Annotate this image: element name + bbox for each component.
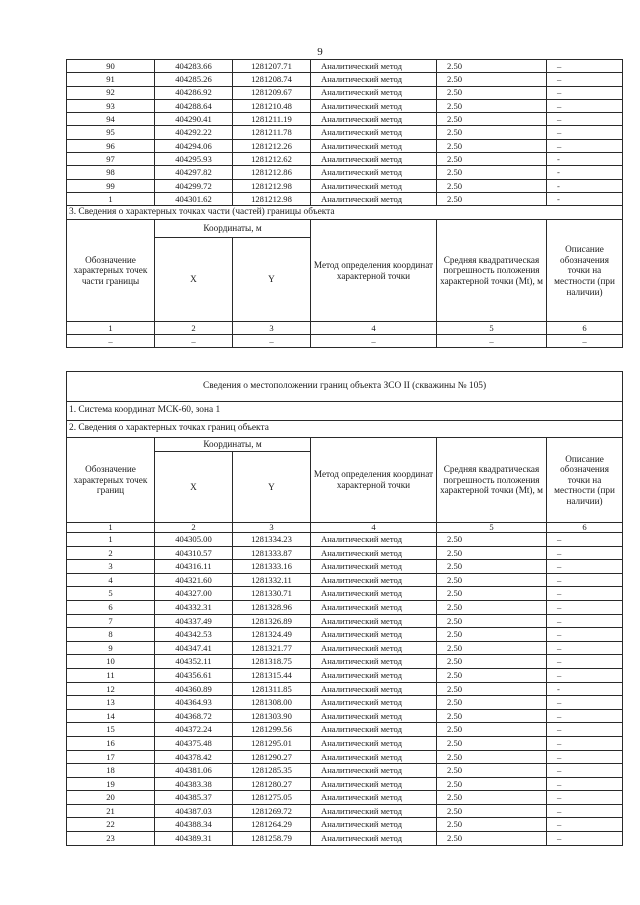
col-number: 3 <box>233 322 311 335</box>
table-row <box>67 600 623 614</box>
accuracy: 2.50 <box>437 587 547 601</box>
accuracy: 2.50 <box>437 99 547 112</box>
section2-title: 2. Сведения о характерных точках границ объекта <box>67 421 623 438</box>
empty-cell: – <box>67 335 155 348</box>
table-row <box>67 682 623 696</box>
coord-y: 1281258.79 <box>233 832 311 846</box>
accuracy: 2.50 <box>437 60 547 73</box>
coord-y: 1281280.27 <box>233 777 311 791</box>
coord-x: 404368.72 <box>155 709 233 723</box>
method: Аналитический метод <box>311 533 437 547</box>
header-coords: Координаты, м <box>155 438 311 452</box>
coord-x: 404352.11 <box>155 655 233 669</box>
coord-x: 404342.53 <box>155 628 233 642</box>
coord-y: 1281299.56 <box>233 723 311 737</box>
header-point-label: Обозначение характерных точек части границы <box>67 220 155 322</box>
section3-title: 3. Сведения о характерных точках части (частей) границы объекта <box>67 206 623 220</box>
col-number: 1 <box>67 322 155 335</box>
empty-cell: – <box>233 335 311 348</box>
method: Аналитический метод <box>311 86 437 99</box>
col-number: 5 <box>437 322 547 335</box>
method: Аналитический метод <box>311 709 437 723</box>
point-id: 17 <box>67 750 155 764</box>
coord-x: 404360.89 <box>155 682 233 696</box>
method: Аналитический метод <box>311 764 437 778</box>
accuracy: 2.50 <box>437 764 547 778</box>
col-number: 2 <box>155 322 233 335</box>
coord-x: 404316.11 <box>155 560 233 574</box>
coord-x: 404321.60 <box>155 573 233 587</box>
accuracy: 2.50 <box>437 126 547 139</box>
coord-y: 1281212.98 <box>233 192 311 205</box>
header-point-label: Обозначение характерных точек границ <box>67 438 155 523</box>
point-id: 97 <box>67 153 155 166</box>
empty-cell: – <box>437 335 547 348</box>
coord-y: 1281211.78 <box>233 126 311 139</box>
accuracy: 2.50 <box>437 668 547 682</box>
coord-x: 404285.26 <box>155 73 233 86</box>
coord-y: 1281212.86 <box>233 166 311 179</box>
coord-x: 404332.31 <box>155 600 233 614</box>
description: – <box>547 139 623 152</box>
description: – <box>547 736 623 750</box>
coord-y: 1281333.16 <box>233 560 311 574</box>
coord-x: 404305.00 <box>155 533 233 547</box>
coord-y: 1281209.67 <box>233 86 311 99</box>
zso-header <box>67 372 623 533</box>
method: Аналитический метод <box>311 641 437 655</box>
coord-x: 404299.72 <box>155 179 233 192</box>
description: – <box>547 832 623 846</box>
coord-x: 404388.34 <box>155 818 233 832</box>
accuracy: 2.50 <box>437 750 547 764</box>
method: Аналитический метод <box>311 560 437 574</box>
point-id: 5 <box>67 587 155 601</box>
coord-y: 1281303.90 <box>233 709 311 723</box>
point-id: 19 <box>67 777 155 791</box>
method: Аналитический метод <box>311 628 437 642</box>
coord-y: 1281210.48 <box>233 99 311 112</box>
coord-y: 1281332.11 <box>233 573 311 587</box>
point-id: 96 <box>67 139 155 152</box>
header-y: Y <box>233 238 311 322</box>
point-id: 99 <box>67 179 155 192</box>
zso-points-body <box>67 533 623 846</box>
zso-boundary-table <box>66 371 623 846</box>
description: - <box>547 153 623 166</box>
coord-x: 404297.82 <box>155 166 233 179</box>
table-row <box>67 655 623 669</box>
method: Аналитический метод <box>311 804 437 818</box>
coord-y: 1281264.29 <box>233 818 311 832</box>
description: – <box>547 696 623 710</box>
coord-x: 404283.66 <box>155 60 233 73</box>
table-row <box>67 99 623 112</box>
coord-y: 1281324.49 <box>233 628 311 642</box>
table-row <box>67 166 623 179</box>
header-description: Описание обозначения точки на местности (при наличии) <box>547 438 623 523</box>
empty-cell: – <box>311 335 437 348</box>
col-number: 3 <box>233 523 311 533</box>
description: – <box>547 546 623 560</box>
coord-x: 404295.93 <box>155 153 233 166</box>
accuracy: 2.50 <box>437 600 547 614</box>
table-row <box>67 791 623 805</box>
coord-y: 1281290.27 <box>233 750 311 764</box>
description: – <box>547 655 623 669</box>
point-id: 18 <box>67 764 155 778</box>
description: - <box>547 166 623 179</box>
accuracy: 2.50 <box>437 655 547 669</box>
table-row <box>67 818 623 832</box>
table-row <box>67 777 623 791</box>
table-row <box>67 533 623 547</box>
table-row <box>67 153 623 166</box>
coord-x: 404347.41 <box>155 641 233 655</box>
accuracy: 2.50 <box>437 533 547 547</box>
point-id: 93 <box>67 99 155 112</box>
accuracy: 2.50 <box>437 709 547 723</box>
point-id: 10 <box>67 655 155 669</box>
accuracy: 2.50 <box>437 86 547 99</box>
accuracy: 2.50 <box>437 777 547 791</box>
points-table-body <box>67 60 623 206</box>
point-id: 94 <box>67 113 155 126</box>
coord-x: 404294.06 <box>155 139 233 152</box>
col-number: 2 <box>155 523 233 533</box>
description: – <box>547 573 623 587</box>
accuracy: 2.50 <box>437 791 547 805</box>
accuracy: 2.50 <box>437 573 547 587</box>
method: Аналитический метод <box>311 179 437 192</box>
point-id: 11 <box>67 668 155 682</box>
col-number: 4 <box>311 523 437 533</box>
point-id: 12 <box>67 682 155 696</box>
method: Аналитический метод <box>311 73 437 86</box>
table-row <box>67 587 623 601</box>
point-id: 2 <box>67 546 155 560</box>
coord-x: 404290.41 <box>155 113 233 126</box>
accuracy: 2.50 <box>437 696 547 710</box>
header-x: X <box>155 452 233 523</box>
point-id: 14 <box>67 709 155 723</box>
description: – <box>547 804 623 818</box>
method: Аналитический метод <box>311 113 437 126</box>
point-id: 92 <box>67 86 155 99</box>
empty-cell: – <box>155 335 233 348</box>
table-row <box>67 573 623 587</box>
accuracy: 2.50 <box>437 113 547 126</box>
table-row <box>67 60 623 73</box>
point-id: 6 <box>67 600 155 614</box>
description: – <box>547 60 623 73</box>
table-row <box>67 750 623 764</box>
table-row <box>67 179 623 192</box>
coord-y: 1281211.19 <box>233 113 311 126</box>
point-id: 21 <box>67 804 155 818</box>
point-id: 23 <box>67 832 155 846</box>
method: Аналитический метод <box>311 750 437 764</box>
coord-x: 404327.00 <box>155 587 233 601</box>
description: – <box>547 86 623 99</box>
table-row <box>67 832 623 846</box>
method: Аналитический метод <box>311 791 437 805</box>
description: – <box>547 750 623 764</box>
table-row <box>67 696 623 710</box>
header-method: Метод определения координат характерной точки <box>311 220 437 322</box>
method: Аналитический метод <box>311 736 437 750</box>
accuracy: 2.50 <box>437 641 547 655</box>
point-id: 22 <box>67 818 155 832</box>
description: – <box>547 126 623 139</box>
accuracy: 2.50 <box>437 560 547 574</box>
table-row <box>67 804 623 818</box>
table-row <box>67 668 623 682</box>
coord-y: 1281318.75 <box>233 655 311 669</box>
coord-x: 404364.93 <box>155 696 233 710</box>
description: – <box>547 818 623 832</box>
description: – <box>547 791 623 805</box>
coord-y: 1281207.71 <box>233 60 311 73</box>
description: – <box>547 600 623 614</box>
header-x: X <box>155 238 233 322</box>
method: Аналитический метод <box>311 546 437 560</box>
point-id: 9 <box>67 641 155 655</box>
coord-x: 404389.31 <box>155 832 233 846</box>
coord-y: 1281311.85 <box>233 682 311 696</box>
description: – <box>547 73 623 86</box>
coord-y: 1281333.87 <box>233 546 311 560</box>
col-number: 1 <box>67 523 155 533</box>
table-row <box>67 73 623 86</box>
coord-x: 404286.92 <box>155 86 233 99</box>
accuracy: 2.50 <box>437 832 547 846</box>
coord-y: 1281330.71 <box>233 587 311 601</box>
accuracy: 2.50 <box>437 139 547 152</box>
point-id: 98 <box>67 166 155 179</box>
point-id: 90 <box>67 60 155 73</box>
section3 <box>67 206 623 348</box>
coord-x: 404292.22 <box>155 126 233 139</box>
table-row <box>67 126 623 139</box>
coord-y: 1281212.62 <box>233 153 311 166</box>
description: – <box>547 777 623 791</box>
table-row <box>67 86 623 99</box>
accuracy: 2.50 <box>437 73 547 86</box>
coord-y: 1281275.05 <box>233 791 311 805</box>
col-number: 5 <box>437 523 547 533</box>
accuracy: 2.50 <box>437 804 547 818</box>
method: Аналитический метод <box>311 818 437 832</box>
description: – <box>547 668 623 682</box>
coord-x: 404288.64 <box>155 99 233 112</box>
table-row <box>67 560 623 574</box>
accuracy: 2.50 <box>437 166 547 179</box>
accuracy: 2.50 <box>437 723 547 737</box>
method: Аналитический метод <box>311 696 437 710</box>
coord-x: 404383.38 <box>155 777 233 791</box>
method: Аналитический метод <box>311 777 437 791</box>
coord-x: 404356.61 <box>155 668 233 682</box>
table-row <box>67 764 623 778</box>
accuracy: 2.50 <box>437 546 547 560</box>
description: – <box>547 709 623 723</box>
coord-y: 1281208.74 <box>233 73 311 86</box>
header-accuracy: Средняя квадратическая погрешность положения характерной точки (Mt), м <box>437 438 547 523</box>
point-id: 16 <box>67 736 155 750</box>
coord-y: 1281212.26 <box>233 139 311 152</box>
table-row <box>67 723 623 737</box>
point-id: 1 <box>67 533 155 547</box>
coord-y: 1281328.96 <box>233 600 311 614</box>
coord-y: 1281321.77 <box>233 641 311 655</box>
point-id: 95 <box>67 126 155 139</box>
method: Аналитический метод <box>311 600 437 614</box>
description: – <box>547 560 623 574</box>
page-number: 9 <box>317 46 323 58</box>
description: – <box>547 723 623 737</box>
table-row <box>67 736 623 750</box>
point-id: 20 <box>67 791 155 805</box>
coord-y: 1281212.98 <box>233 179 311 192</box>
method: Аналитический метод <box>311 668 437 682</box>
method: Аналитический метод <box>311 60 437 73</box>
points-table-continued <box>66 59 623 348</box>
point-id: 7 <box>67 614 155 628</box>
point-id: 13 <box>67 696 155 710</box>
header-y: Y <box>233 452 311 523</box>
coord-x: 404378.42 <box>155 750 233 764</box>
zso-title: Сведения о местоположении границ объекта ЗСО II (скважины № 105) <box>67 372 623 402</box>
description: - <box>547 179 623 192</box>
point-id: 91 <box>67 73 155 86</box>
table-row <box>67 139 623 152</box>
method: Аналитический метод <box>311 573 437 587</box>
description: – <box>547 587 623 601</box>
coord-system: 1. Система координат МСК-60, зона 1 <box>67 402 623 421</box>
table-row <box>67 546 623 560</box>
method: Аналитический метод <box>311 682 437 696</box>
method: Аналитический метод <box>311 614 437 628</box>
coord-y: 1281334.23 <box>233 533 311 547</box>
method: Аналитический метод <box>311 655 437 669</box>
description: – <box>547 99 623 112</box>
point-id: 4 <box>67 573 155 587</box>
table-row <box>67 641 623 655</box>
method: Аналитический метод <box>311 153 437 166</box>
accuracy: 2.50 <box>437 818 547 832</box>
point-id: 15 <box>67 723 155 737</box>
coord-y: 1281326.89 <box>233 614 311 628</box>
point-id: 1 <box>67 192 155 205</box>
description: – <box>547 628 623 642</box>
description: – <box>547 533 623 547</box>
coord-x: 404337.49 <box>155 614 233 628</box>
coord-y: 1281295.01 <box>233 736 311 750</box>
description: – <box>547 641 623 655</box>
description: - <box>547 192 623 205</box>
coord-x: 404301.62 <box>155 192 233 205</box>
coord-y: 1281269.72 <box>233 804 311 818</box>
coord-x: 404375.48 <box>155 736 233 750</box>
accuracy: 2.50 <box>437 682 547 696</box>
description: – <box>547 614 623 628</box>
accuracy: 2.50 <box>437 153 547 166</box>
method: Аналитический метод <box>311 139 437 152</box>
table-row <box>67 614 623 628</box>
method: Аналитический метод <box>311 192 437 205</box>
col-number: 4 <box>311 322 437 335</box>
coord-x: 404372.24 <box>155 723 233 737</box>
point-id: 8 <box>67 628 155 642</box>
accuracy: 2.50 <box>437 736 547 750</box>
coord-y: 1281315.44 <box>233 668 311 682</box>
header-method: Метод определения координат характерной точки <box>311 438 437 523</box>
accuracy: 2.50 <box>437 192 547 205</box>
col-number: 6 <box>547 322 623 335</box>
point-id: 3 <box>67 560 155 574</box>
table-row <box>67 709 623 723</box>
header-accuracy: Средняя квадратическая погрешность положения характерной точки (Mt), м <box>437 220 547 322</box>
method: Аналитический метод <box>311 723 437 737</box>
coord-x: 404310.57 <box>155 546 233 560</box>
empty-cell: – <box>547 335 623 348</box>
coord-y: 1281308.00 <box>233 696 311 710</box>
method: Аналитический метод <box>311 166 437 179</box>
description: – <box>547 764 623 778</box>
header-coords: Координаты, м <box>155 220 311 238</box>
accuracy: 2.50 <box>437 614 547 628</box>
method: Аналитический метод <box>311 126 437 139</box>
header-description: Описание обозначения точки на местности (при наличии) <box>547 220 623 322</box>
table-row <box>67 192 623 205</box>
coord-x: 404381.06 <box>155 764 233 778</box>
accuracy: 2.50 <box>437 628 547 642</box>
description: – <box>547 113 623 126</box>
table-row <box>67 113 623 126</box>
col-number: 6 <box>547 523 623 533</box>
method: Аналитический метод <box>311 832 437 846</box>
description: - <box>547 682 623 696</box>
table-row <box>67 628 623 642</box>
method: Аналитический метод <box>311 587 437 601</box>
method: Аналитический метод <box>311 99 437 112</box>
coord-x: 404385.37 <box>155 791 233 805</box>
coord-x: 404387.03 <box>155 804 233 818</box>
coord-y: 1281285.35 <box>233 764 311 778</box>
accuracy: 2.50 <box>437 179 547 192</box>
